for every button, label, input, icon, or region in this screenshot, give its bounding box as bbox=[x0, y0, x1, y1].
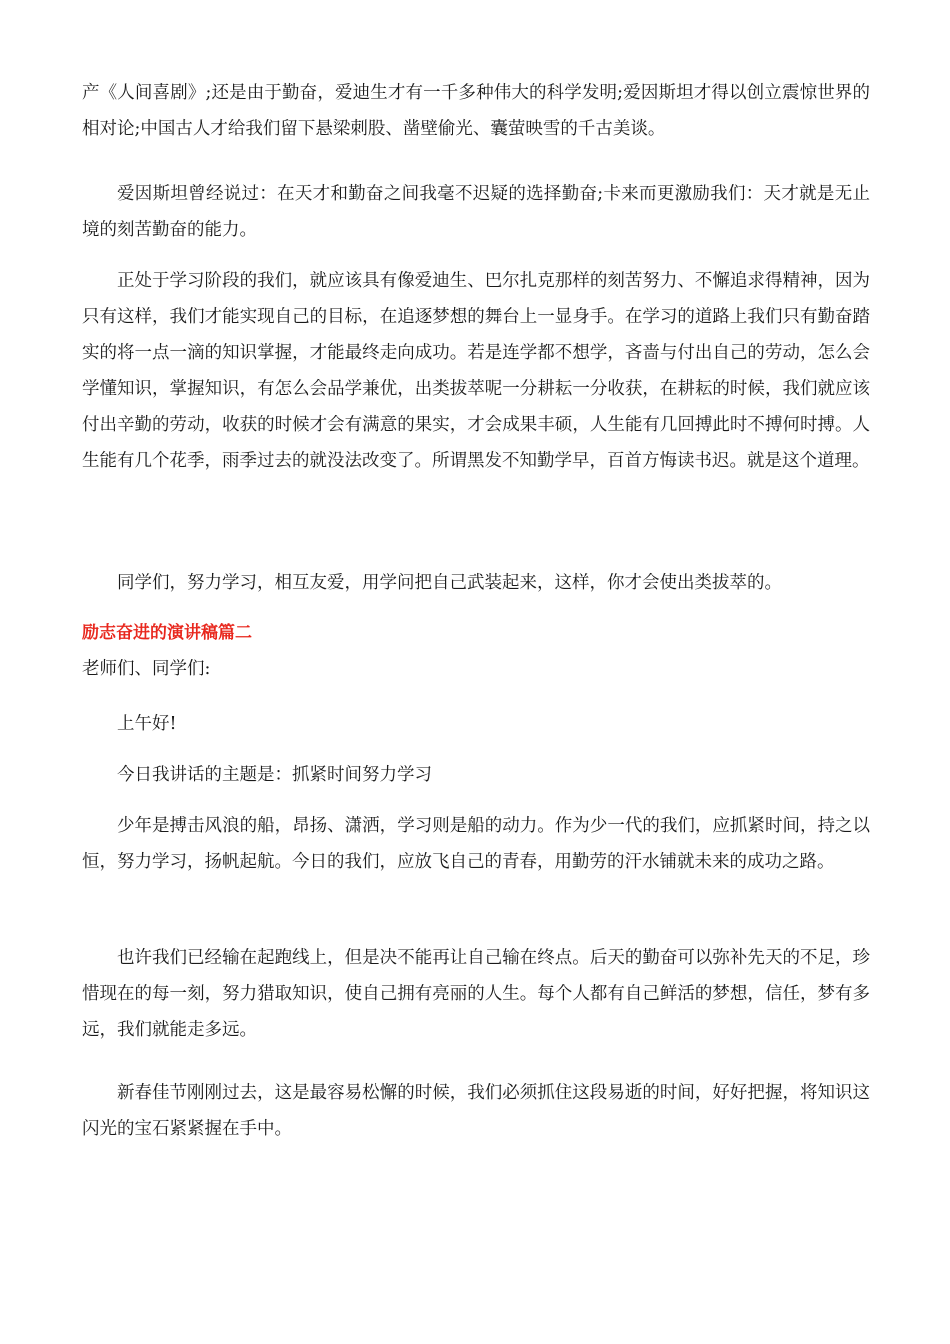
body-paragraph: 正处于学习阶段的我们，就应该具有像爱迪生、巴尔扎克那样的刻苦努力、不懈追求得精神，因为只有这样，我们才能实现自己的目标，在追逐梦想的舞台上一显身手。在学习的道路上我们只有勤奋踏实的将一点一滴的知识掌握，才能最终走向成功。若是连学都不想学，吝啬与付出自己的劳动，怎么会学懂知识，掌握知识，有怎么会品学兼优，出类拔萃呢一分耕耘一分收获，在耕耘的时候，我们就应该付出辛勤的劳动，收获的时候才会有满意的果实，才会成果丰硕，人生能有几回搏此时不搏何时搏。人生能有几个花季，雨季过去的就没法改变了。所谓黑发不知勤学早，百首方悔读书迟。就是这个道理。 bbox=[82, 271, 870, 471]
body-paragraph: 上午好! bbox=[117, 714, 177, 734]
body-paragraph: 同学们，努力学习，相互友爱，用学问把自己武装起来，这样，你才会使出类拔萃的。 bbox=[117, 573, 782, 593]
body-paragraph: 新春佳节刚刚过去，这是最容易松懈的时候，我们必须抓住这段易逝的时间，好好把握，将知识这闪光的宝石紧紧握在手中。 bbox=[82, 1083, 870, 1139]
body-paragraph: 少年是搏击风浪的船，昂扬、潇洒，学习则是船的动力。作为少一代的我们，应抓紧时间，持之以恒，努力学习，扬帆起航。今日的我们，应放飞自己的青春，用勤劳的汗水铺就未来的成功之路。 bbox=[82, 816, 870, 872]
body-paragraph: 产《人间喜剧》;还是由于勤奋，爱迪生才有一千多种伟大的科学发明;爱因斯坦才得以创立震惊世界的相对论;中国古人才给我们留下悬梁刺股、凿壁偷光、囊萤映雪的千古美谈。 bbox=[82, 83, 870, 139]
section-heading: 励志奋进的演讲稿篇二 bbox=[82, 623, 252, 643]
body-paragraph: 爱因斯坦曾经说过：在天才和勤奋之间我毫不迟疑的选择勤奋;卡来而更激励我们：天才就是无止境的刻苦勤奋的能力。 bbox=[82, 184, 870, 240]
body-paragraph: 也许我们已经输在起跑线上，但是决不能再让自己输在终点。后天的勤奋可以弥补先天的不足，珍惜现在的每一刻，努力猎取知识，使自己拥有亮丽的人生。每个人都有自己鲜活的梦想，信任，梦有多远，我们就能走多远。 bbox=[82, 948, 870, 1040]
salutation: 老师们、同学们: bbox=[82, 659, 211, 679]
body-paragraph: 今日我讲话的主题是：抓紧时间努力学习 bbox=[117, 765, 432, 785]
